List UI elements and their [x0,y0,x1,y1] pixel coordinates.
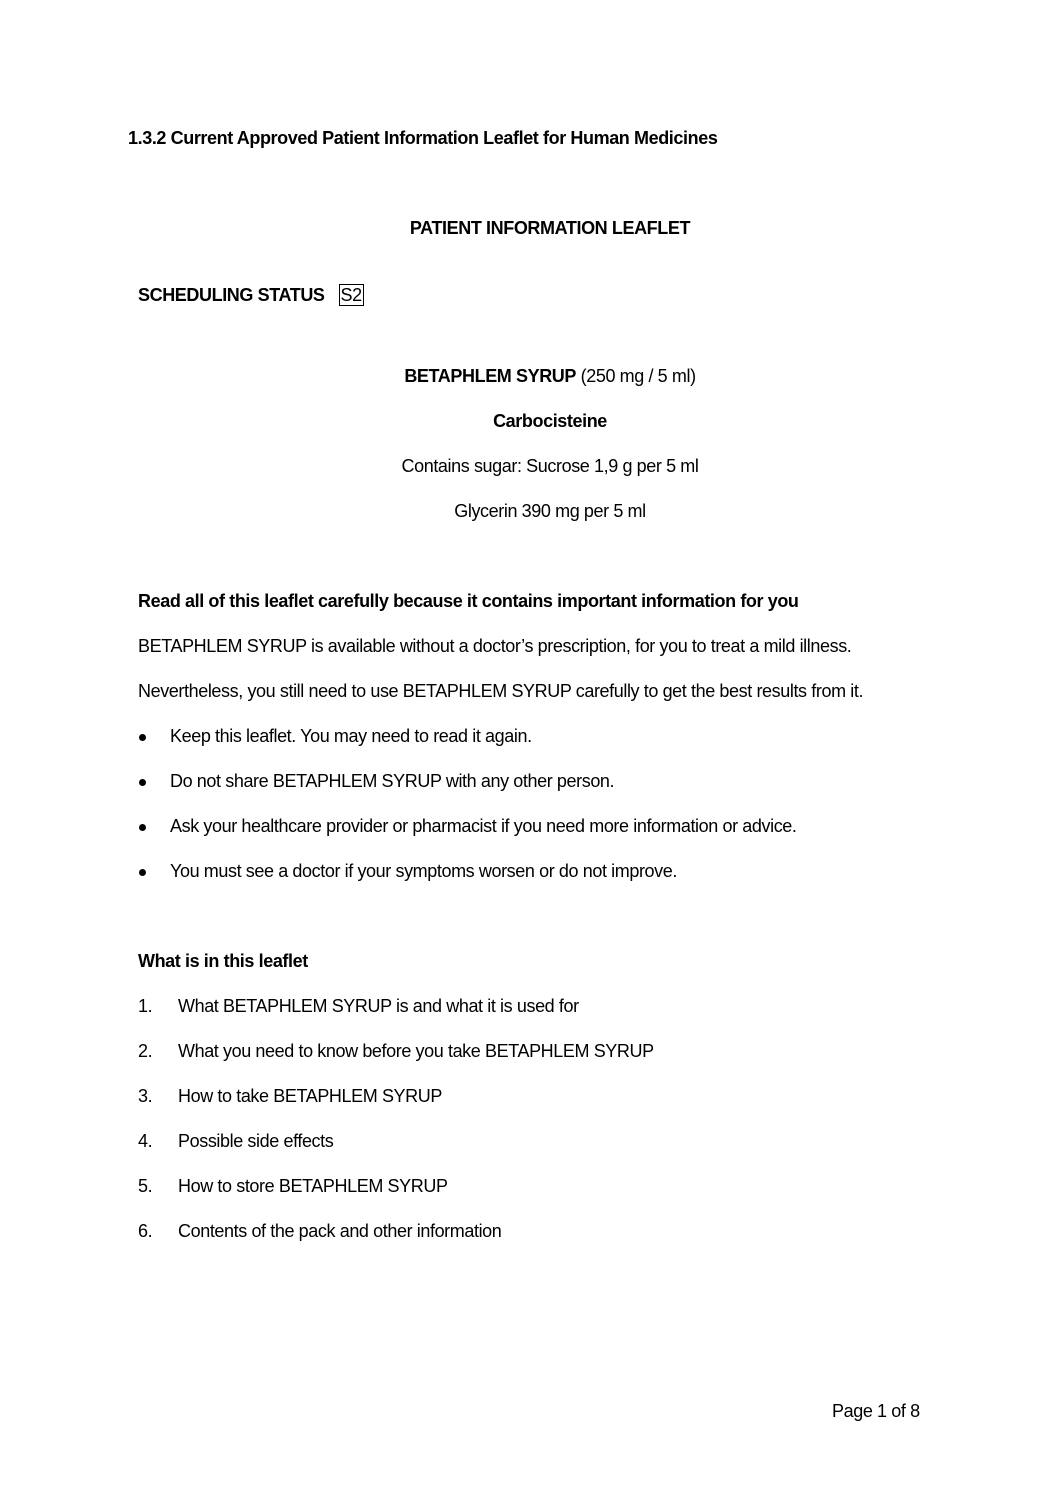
bullet-text: You must see a doctor if your symptoms worsen or do not improve. [170,861,677,881]
contents-item-text: Possible side effects [178,1131,334,1151]
intro-paragraph-2: Nevertheless, you still need to use BETAPHLEM SYRUP carefully to get the best results from it. [138,681,864,701]
bullet-text: Ask your healthcare provider or pharmacist if you need more information or advice. [170,816,797,836]
bullet-icon [139,779,146,786]
contents-item-number: 5. [138,1176,153,1196]
sugar-note: Contains sugar: Sucrose 1,9 g per 5 ml [401,456,699,476]
leaflet-title: PATIENT INFORMATION LEAFLET [409,218,691,238]
product-strength: (250 mg / 5 ml) [580,366,696,386]
contents-item-number: 1. [138,996,153,1016]
scheduling-status-badge: S2 [340,285,362,305]
product-name: BETAPHLEM SYRUP [404,366,577,386]
contents-heading: What is in this leaflet [138,951,308,971]
scheduling-status [138,284,364,306]
contents-item-number: 2. [138,1041,153,1061]
intro-paragraph-1: BETAPHLEM SYRUP is available without a doctor’s prescription, for you to treat a mild illness. [138,636,852,656]
contents-item-text: How to store BETAPHLEM SYRUP [178,1176,448,1196]
glycerin-note: Glycerin 390 mg per 5 ml [454,501,646,521]
contents-item-number: 4. [138,1131,153,1151]
active-ingredient: Carbocisteine [493,411,607,431]
contents-item-number: 3. [138,1086,153,1106]
section-header: 1.3.2 Current Approved Patient Information Leaflet for Human Medicines [128,128,718,148]
product-line [0,366,1058,387]
bullet-text: Keep this leaflet. You may need to read it again. [170,726,532,746]
bullet-icon [139,734,146,741]
contents-item-number: 6. [138,1221,153,1241]
intro-heading: Read all of this leaflet carefully because it contains important information for you [138,591,799,611]
contents-item-text: What you need to know before you take BETAPHLEM SYRUP [178,1041,654,1061]
scheduling-status-label: SCHEDULING STATUS [138,285,325,305]
page-number: Page 1 of 8 [832,1401,920,1421]
contents-item-text: Contents of the pack and other information [178,1221,502,1241]
bullet-icon [139,869,146,876]
bullet-icon [139,824,146,831]
bullet-text: Do not share BETAPHLEM SYRUP with any other person. [170,771,615,791]
contents-item-text: What BETAPHLEM SYRUP is and what it is used for [178,996,579,1016]
contents-item-text: How to take BETAPHLEM SYRUP [178,1086,442,1106]
